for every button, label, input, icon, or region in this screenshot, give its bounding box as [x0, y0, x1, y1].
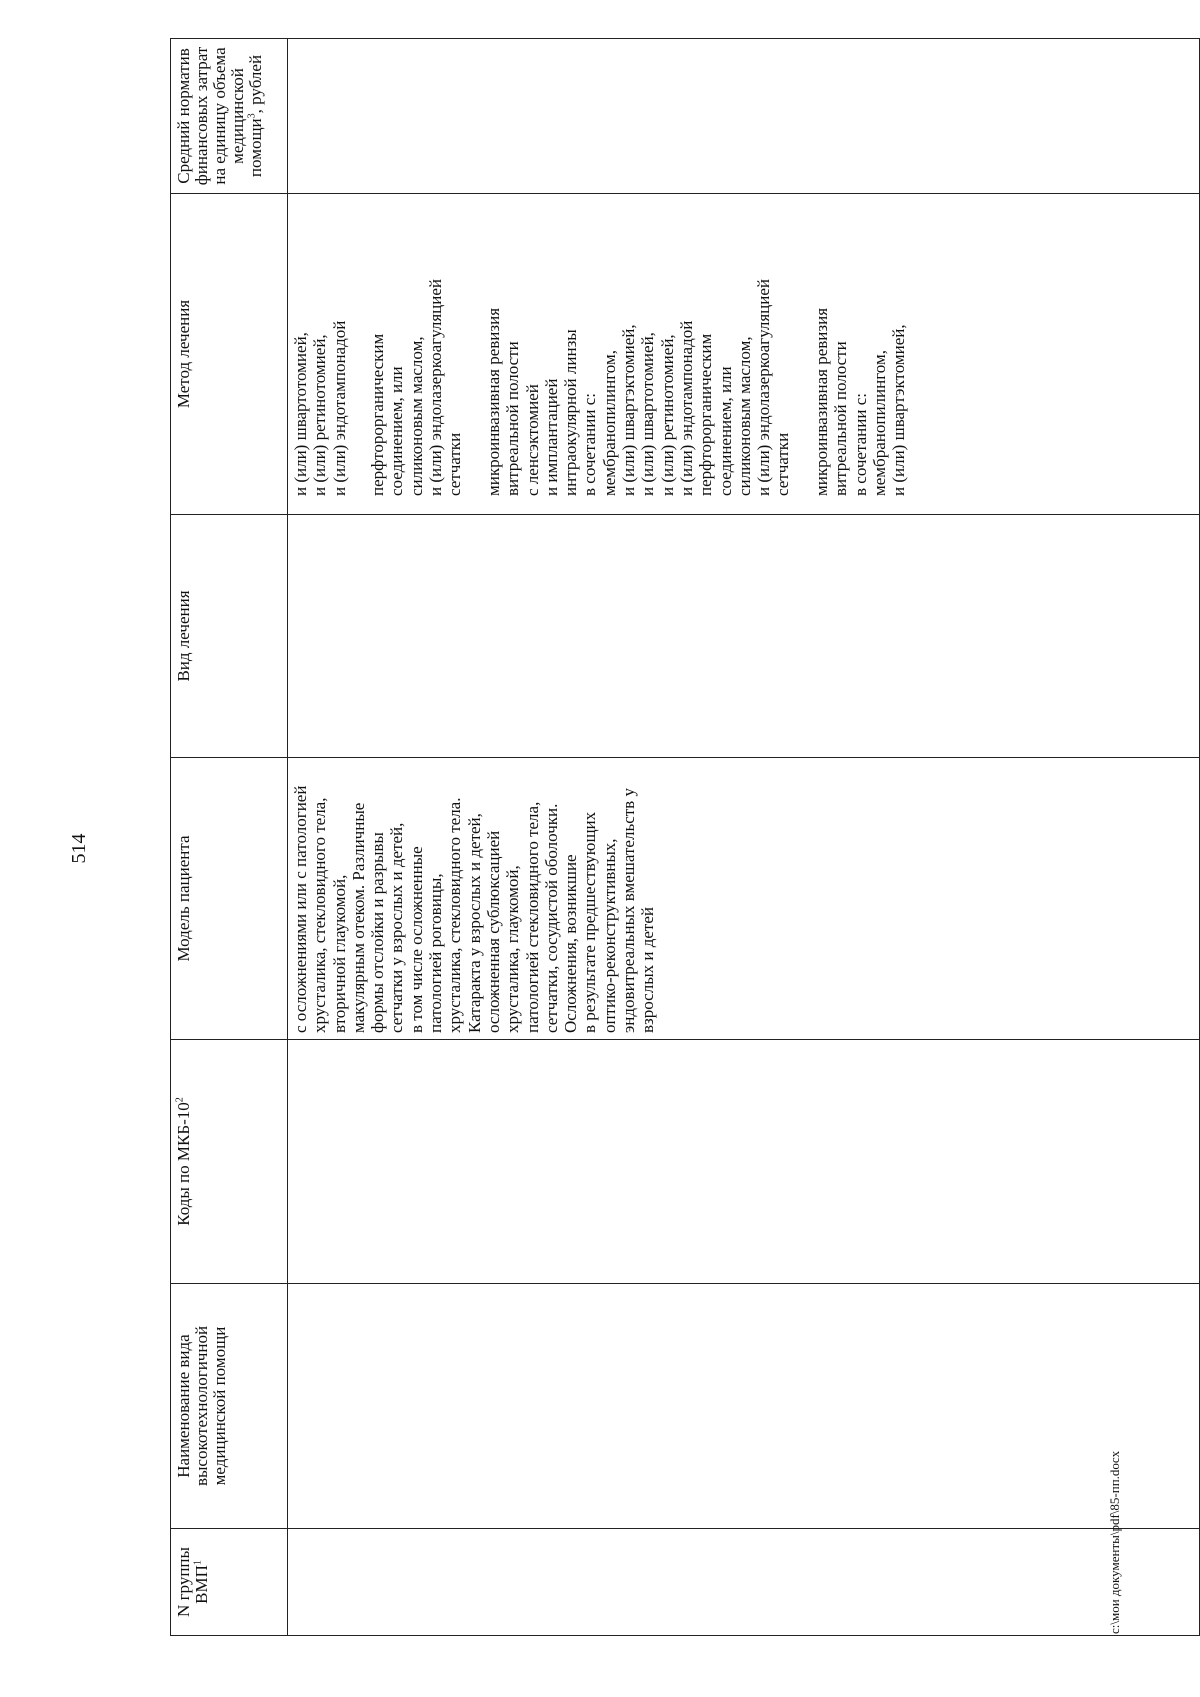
header-cost-standard-sup: 3: [246, 113, 258, 119]
header-icd-codes-text: Коды по МКБ-10: [174, 1102, 193, 1226]
header-patient-model: [171, 758, 288, 1040]
header-cost-standard-text: Средний норматив финансовых затрат на единицу объема медицинской помощи: [174, 46, 265, 186]
header-treatment-method-text: Метод лечения: [174, 299, 193, 409]
header-treatment-method: [171, 194, 288, 515]
cell-group-number: [288, 1529, 1200, 1636]
header-patient-model-text: Модель пациента: [174, 835, 193, 962]
header-icd-codes-sup: 2: [174, 1097, 186, 1103]
vmp-table: [170, 38, 1200, 1636]
cell-treatment-type: [288, 515, 1200, 758]
cell-cost-standard: [288, 39, 1200, 194]
table-row: [288, 39, 1200, 1636]
header-care-type-name: [171, 1284, 288, 1529]
header-group-number-sup: 1: [192, 1560, 204, 1566]
header-cost-standard: [171, 39, 288, 194]
header-treatment-type: [171, 515, 288, 758]
footer-file-path: c:\мои документы\pdf\85-пп.docx: [1107, 1450, 1122, 1634]
page-number: 514: [68, 833, 90, 864]
cell-treatment-method-text: и (или) швартотомией, и (или) ретинотомией, и (или) эндотампонадой перфторорганическим соединением, или силиконовым маслом, и (или) эндолазеркоагуляцией сетчатки микроинвазивная ревизия витреальной полости с ленсэктомией и имплантацией интраокулярной линзы в сочетании с: мембранопилингом, и (или) швартэктомией, и (или) швартотомией, и (или) ретинотомией, и (или) эндотампонадой перфторорганическим соединением, или силиконовым маслом, и (или) эндолазеркоагуляцией сетчатки микроинвазивная ревизия витреальной полости в сочетании с: мембранопилингом, и (или) швартэктомией,: [291, 278, 909, 496]
cell-patient-model-text: с осложнениями или с патологией хрусталика, стекловидного тела, вторичной глаукомой, макулярным отеком. Различные формы отслойки и разрывы сетчатки у взрослых и детей, в том числе осложненные патологией роговицы, хрусталика, стекловидного тела. Катаракта у взрослых и детей, осложненная сублюксацией хрусталика, глаукомой, патологией стекловидного тела, сетчатки, сосудистой оболочки. Осложнения, возникшие в результате предшествующих оптико-реконструктивных, эндовитреальных вмешательств у взрослых и детей: [291, 785, 658, 1033]
cell-patient-model: [288, 758, 1200, 1040]
table-header-row: [171, 39, 288, 1636]
header-group-number: [171, 1529, 288, 1636]
header-group-number-text: N группы ВМП: [174, 1547, 211, 1617]
header-treatment-type-text: Вид лечения: [174, 590, 193, 682]
cell-icd-codes: [288, 1040, 1200, 1284]
cell-care-type-name: [288, 1284, 1200, 1529]
header-care-type-name-text: Наименование вида высокотехнологичной медицинской помощи: [174, 1325, 229, 1487]
header-icd-codes: [171, 1040, 288, 1284]
cell-treatment-method: [288, 194, 1200, 515]
header-cost-standard-suffix: , рублей: [246, 54, 265, 114]
